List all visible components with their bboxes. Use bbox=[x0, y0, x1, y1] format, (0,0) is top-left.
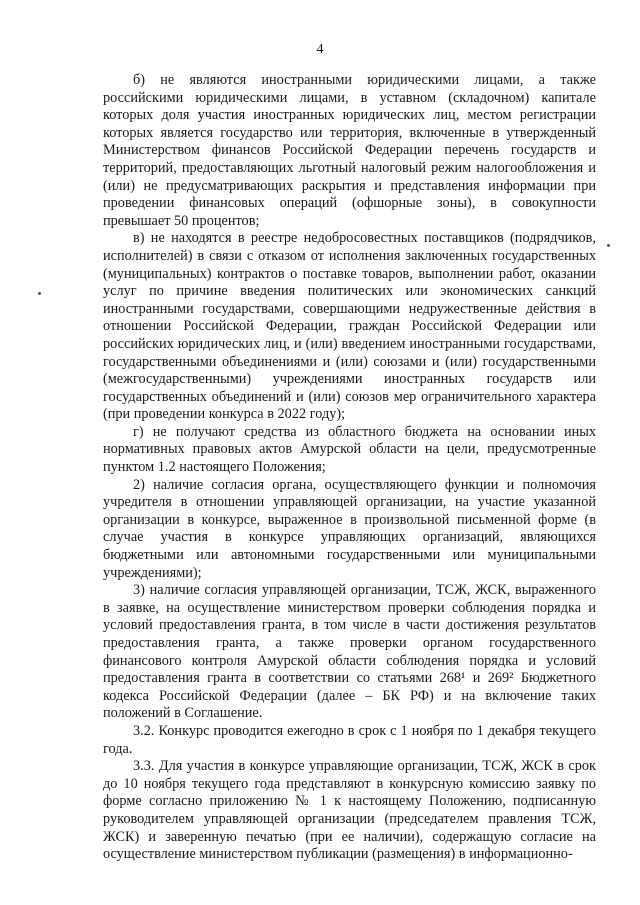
paragraph-b: б) не являются иностранными юридическими лицами, а также российскими юридическими лицами, в уставном (складочном) капитале которых доля участия иностранных юридических лиц, местом регистрации которых является государство или территория, включенные в утвержденный Министерством финансов Российской Федерации перечень государств и территорий, предоставляющих льготный налоговый режим налогообложения и (или) не предусматривающих раскрытия и представления информации при проведении финансовых операций (офшорные зоны), в совокупности превышает 50 процентов; bbox=[103, 72, 596, 229]
paragraph-3: 3) наличие согласия управляющей организации, ТСЖ, ЖСК, выраженного в заявке, на осуществление министерством проверки соблюдения порядка и условий предоставления гранта, в том числе в части достижения результатов предоставления гранта, а также проверки органом государственного финансового контроля Амурской области соблюдения порядка и условий предоставления гранта в соответствии со статьями 268¹ и 269² Бюджетного кодекса Российской Федерации (далее – БК РФ) и на включение таких положений в Соглашение. bbox=[103, 582, 596, 722]
paragraph-g: г) не получают средства из областного бюджета на основании иных нормативных правовых актов Амурской области на цели, предусмотренные пунктом 1.2 настоящего Положения; bbox=[103, 423, 596, 476]
paragraph-v: в) не находятся в реестре недобросовестных поставщиков (подрядчиков, исполнителей) в связи с отказом от исполнения заключенных государственных (муниципальных) контрактов о поставке товаров, выполнении работ, оказании услуг по причине введения политических или экономических санкций иностранными государствами, совершающими недружественные действия в отношении Российской Федерации, граждан Российской Федерации или российских юридических лиц, и (или) введением иностранными государствами, государственными объединениями и (или) союзами и (или) государственными (межгосударственными) учреждениями иностранных государств или государственных объединений и (или) союзов мер ограничительного характера (при проведении конкурса в 2022 году); bbox=[103, 230, 596, 423]
page-number: 4 bbox=[316, 42, 324, 57]
paragraph-3-2: 3.2. Конкурс проводится ежегодно в срок с 1 ноября по 1 декабря текущего года. bbox=[103, 722, 596, 757]
scan-speck bbox=[38, 292, 41, 295]
scan-speck bbox=[607, 244, 610, 247]
paragraph-3-3: 3.3. Для участия в конкурсе управляющие организации, ТСЖ, ЖСК в срок до 10 ноября текущего года представляют в конкурсную комиссию заявку по форме согласно приложению № 1 к настоящему Положению, подписанную руководителем управляющей организации (председателем правления ТСЖ, ЖСК) и заверенную печатью (при ее наличии), содержащую согласие на осуществление министерством публикации (размещения) в информационно- bbox=[103, 758, 596, 863]
paragraph-2: 2) наличие согласия органа, осуществляющего функции и полномочия учредителя в отношении управляющей организации, на участие указанной организации в конкурсе, выраженное в произвольной письменной форме (в случае участия в конкурсе управляющих организаций, являющихся бюджетными или автономными государственными или муниципальными учреждениями); bbox=[103, 476, 596, 581]
document-body bbox=[103, 72, 596, 864]
